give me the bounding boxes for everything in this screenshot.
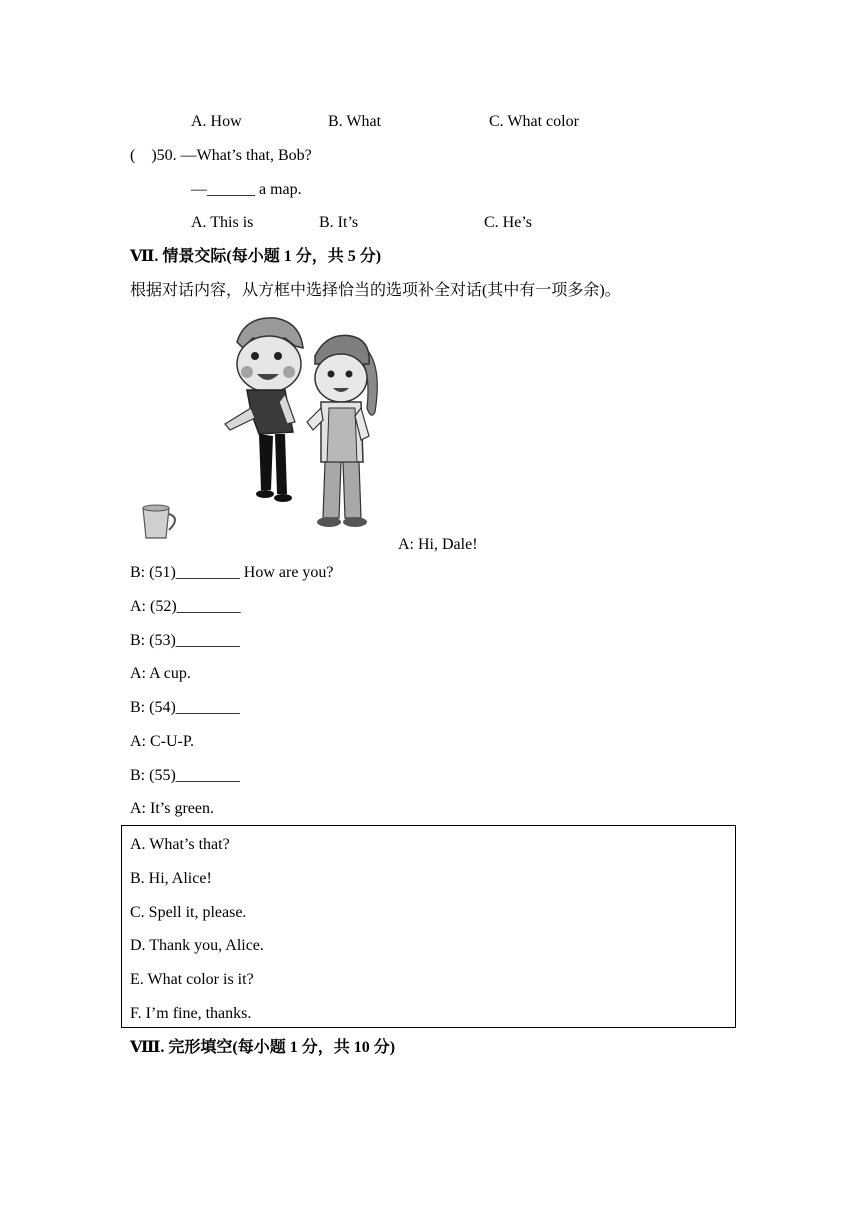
section-7-heading: Ⅶ. 情景交际(每小题 1 分，共 5 分) bbox=[130, 248, 382, 265]
q50-option-a: A. This is bbox=[191, 214, 254, 231]
dialogue-line-6: B: (54)________ bbox=[130, 699, 240, 716]
section-8-heading: Ⅷ. 完形填空(每小题 1 分，共 10 分) bbox=[130, 1039, 396, 1056]
boy-figure bbox=[225, 318, 303, 502]
choices-box bbox=[121, 825, 736, 1028]
choice-a: A. What’s that? bbox=[130, 836, 230, 853]
dialogue-line-9: A: It’s green. bbox=[130, 800, 214, 817]
choice-e: E. What color is it? bbox=[130, 971, 254, 988]
girl-figure bbox=[307, 335, 377, 527]
dialogue-line-4: B: (53)________ bbox=[130, 632, 240, 649]
q49-option-b: B. What bbox=[328, 113, 382, 130]
dialogue-line-8: B: (55)________ bbox=[130, 767, 240, 784]
choice-d: D. Thank you, Alice. bbox=[130, 937, 264, 954]
section-7-instruction: 根据对话内容，从方框中选择恰当的选项补全对话(其中有一项多余)。 bbox=[130, 282, 621, 299]
dialogue-line-2: B: (51)________ How are you? bbox=[130, 564, 334, 581]
cup-icon bbox=[143, 505, 175, 538]
choice-c: C. Spell it, please. bbox=[130, 904, 247, 921]
dialogue-line-3: A: (52)________ bbox=[130, 598, 241, 615]
choice-f: F. I’m fine, thanks. bbox=[130, 1005, 252, 1022]
dialogue-line-7: A: C-U-P. bbox=[130, 733, 195, 750]
boy-girl-illustration bbox=[135, 312, 400, 547]
choice-b: B. Hi, Alice! bbox=[130, 870, 212, 887]
q49-option-c: C. What color bbox=[489, 113, 579, 130]
dialogue-line-1: A: Hi, Dale! bbox=[398, 536, 478, 553]
q49-option-a: A. How bbox=[191, 113, 242, 130]
q50-option-b: B. It’s bbox=[319, 214, 359, 231]
dialogue-line-5: A: A cup. bbox=[130, 665, 191, 682]
q50-stem: ( )50. —What’s that, Bob? bbox=[130, 147, 312, 164]
q50-option-c: C. He’s bbox=[484, 214, 532, 231]
q50-answer-line: —______ a map. bbox=[191, 181, 302, 198]
